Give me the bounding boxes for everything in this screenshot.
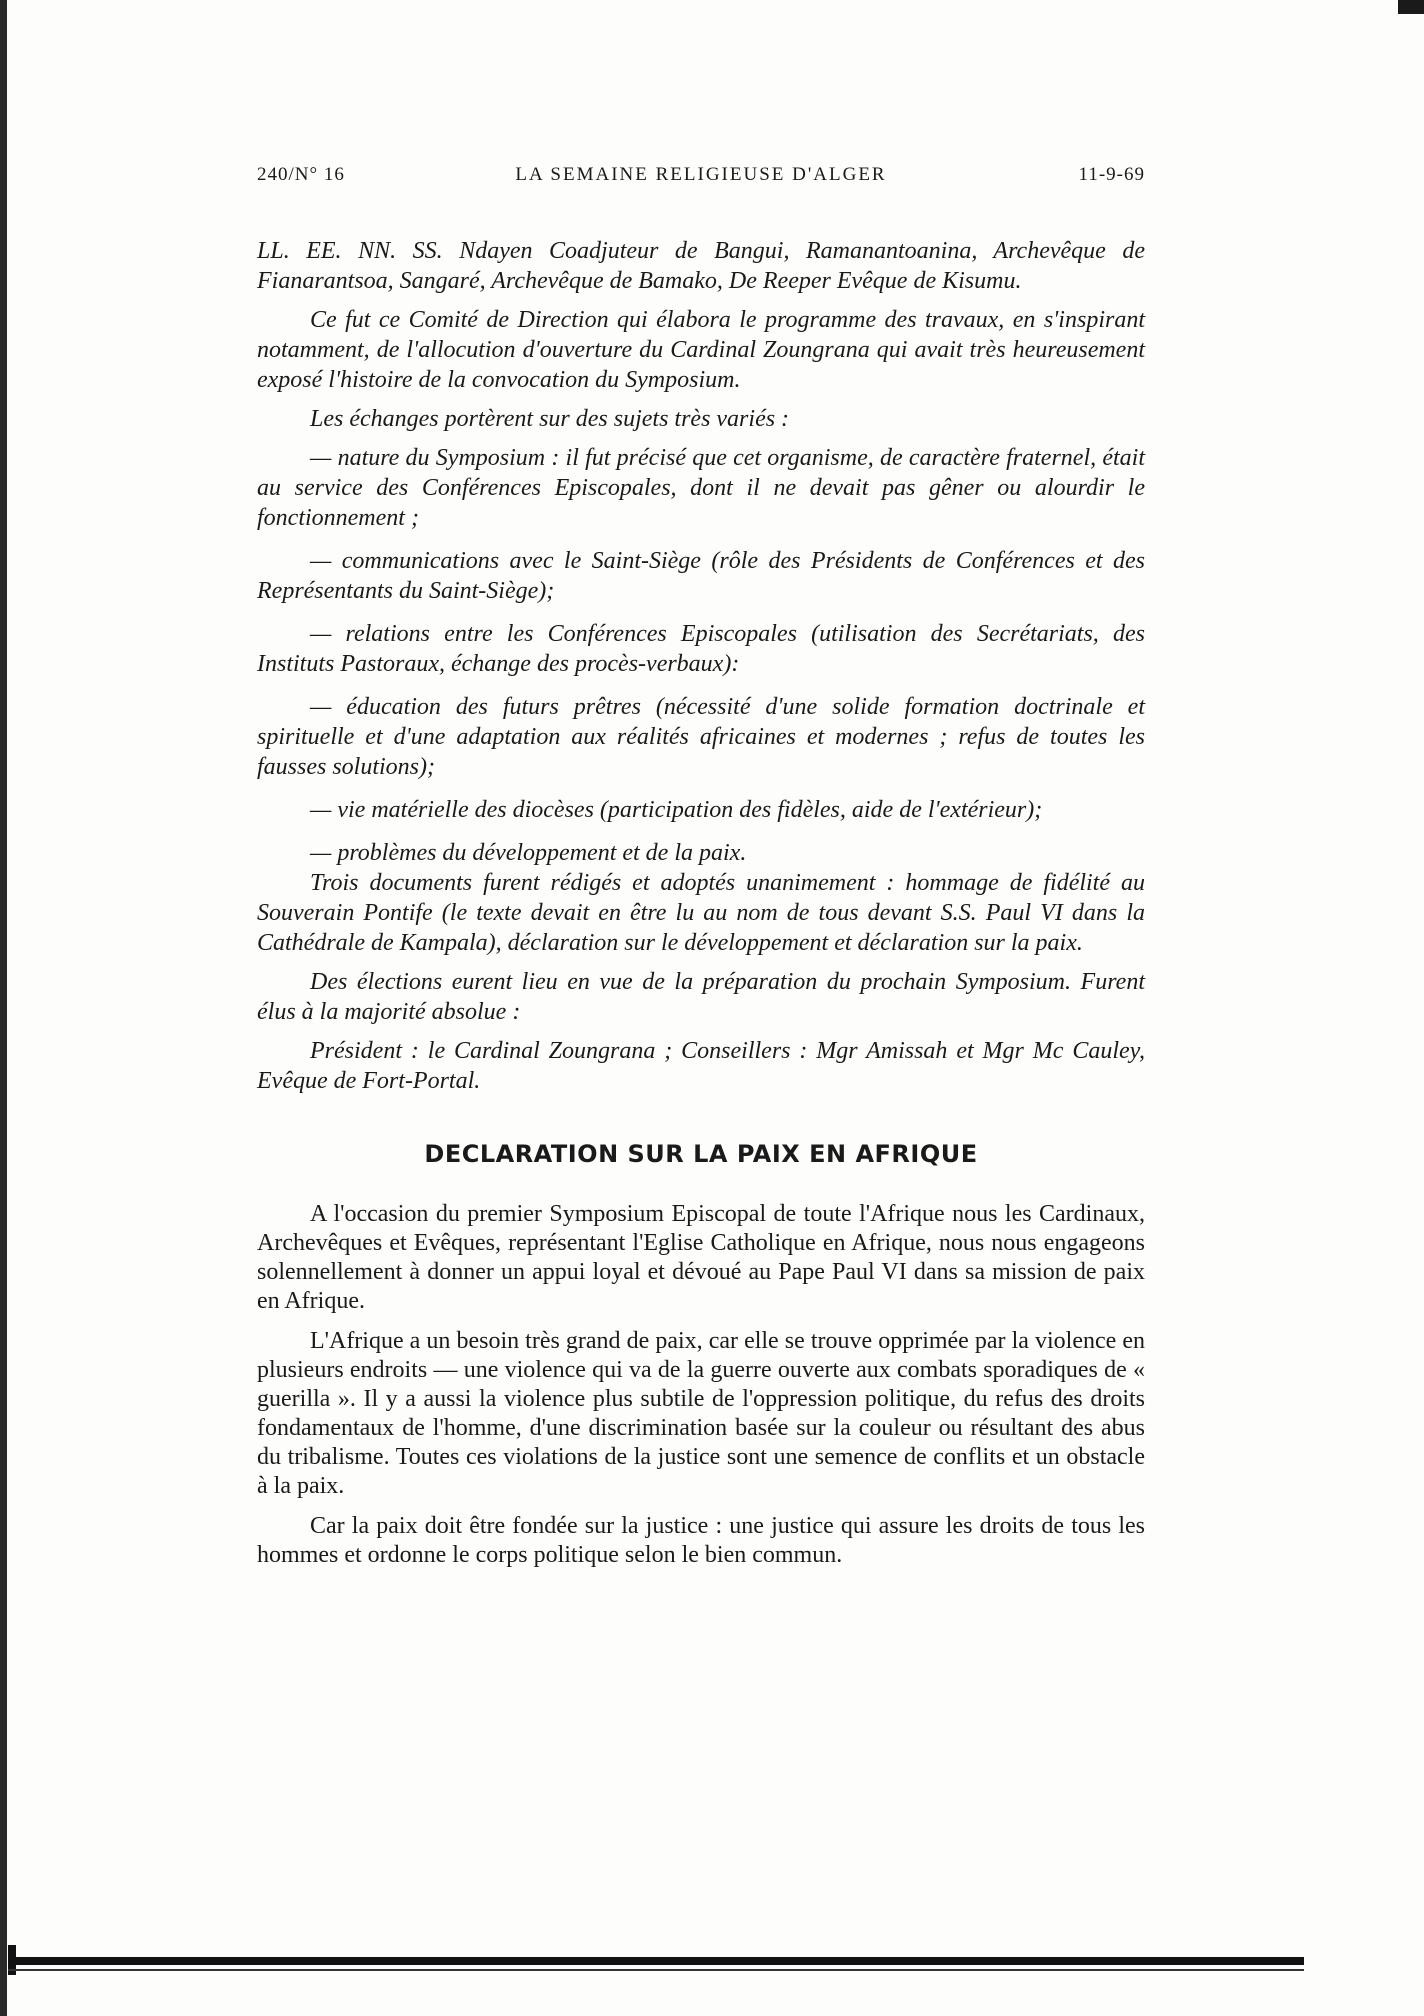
report-section [257,236,1145,1096]
bottom-rule [8,1957,1304,1965]
paragraph: Car la paix doit être fondée sur la justice : une justice qui assure les droits de tous les hommes et ordonne le corps politique selon le bien commun. [257,1513,1145,1568]
declaration-title: DECLARATION SUR LA PAIX EN AFRIQUE [424,1140,978,1168]
paragraph: LL. EE. NN. SS. Ndayen Coadjuteur de Bangui, Ramanantoanina, Archevêque de Fianarantsoa, Sangaré, Archevêque de Bamako, De Reeper Evêque de Kisumu. [257,238,1145,294]
issue-date: 11-9-69 [1078,164,1145,185]
list-item: — vie matérielle des diocèses (participation des fidèles, aide de l'extérieur); [310,797,1043,823]
paragraph: Trois documents furent rédigés et adoptés unanimement : hommage de fidélité au Souverain Pontife (le texte devait en être lu au nom de tous devant S.S. Paul VI dans la Cathédrale de Kampala), déclaration sur le développement et déclaration sur la paix. [257,870,1145,956]
list-item: — problèmes du développement et de la paix. [310,840,747,866]
list-item: — éducation des futurs prêtres (nécessité d'une solide formation doctrinale et spirituelle et d'une adaptation aux réalités africaines et modernes ; refus de toutes les fausses solutions); [257,694,1145,780]
paragraph: A l'occasion du premier Symposium Episcopal de toute l'Afrique nous les Cardinaux, Archevêques et Evêques, représentant l'Eglise Catholique en Afrique, nous nous engageons solennellement à donner un appui loyal et dévoué au Pape Paul VI dans sa mission de paix en Afrique. [257,1201,1145,1314]
declaration-body [257,1200,1145,1570]
page-body [257,236,1145,1570]
paragraph: Des élections eurent lieu en vue de la préparation du prochain Symposium. Furent élus à la majorité absolue : [257,969,1145,1025]
paragraph: Président : le Cardinal Zoungrana ; Conseillers : Mgr Amissah et Mgr Mc Cauley, Evêque de Fort-Portal. [257,1038,1145,1094]
publication-title: LA SEMAINE RELIGIEUSE D'ALGER [515,164,887,185]
page-number: 240/N° 16 [257,164,345,185]
list-item: — nature du Symposium : il fut précisé que cet organisme, de caractère fraternel, était au service des Conférences Episcopales, dont il ne devait pas gêner ou alourdir le fonctionnement ; [257,445,1145,531]
list-item: — communications avec le Saint-Siège (rôle des Présidents de Conférences et des Représentants du Saint-Siège); [257,548,1145,604]
bottom-rule-thin [8,1969,1304,1971]
paragraph: L'Afrique a un besoin très grand de paix, car elle se trouve opprimée par la violence en plusieurs endroits — une violence qui va de la guerre ouverte aux combats sporadiques de « guerilla ». Il y a aussi la violence plus subtile de l'oppression politique, du refus des droits fondamentaux de l'homme, d'une discrimination basée sur la couleur ou résultant des abus du tribalisme. Toutes ces violations de la justice sont une semence de conflits et un obstacle à la paix. [257,1328,1145,1499]
list-item: — relations entre les Conférences Episcopales (utilisation des Secrétariats, des Instituts Pastoraux, échange des procès-verbaux): [257,621,1145,677]
paragraph: Ce fut ce Comité de Direction qui élabora le programme des travaux, en s'inspirant notamment, de l'allocution d'ouverture du Cardinal Zoungrana qui avait très heureusement exposé l'histoire de la convocation du Symposium. [257,307,1145,393]
scan-edge-left [0,0,7,2016]
scan-mark-top-right [1398,0,1424,14]
paragraph: Les échanges portèrent sur des sujets très variés : [310,406,790,432]
